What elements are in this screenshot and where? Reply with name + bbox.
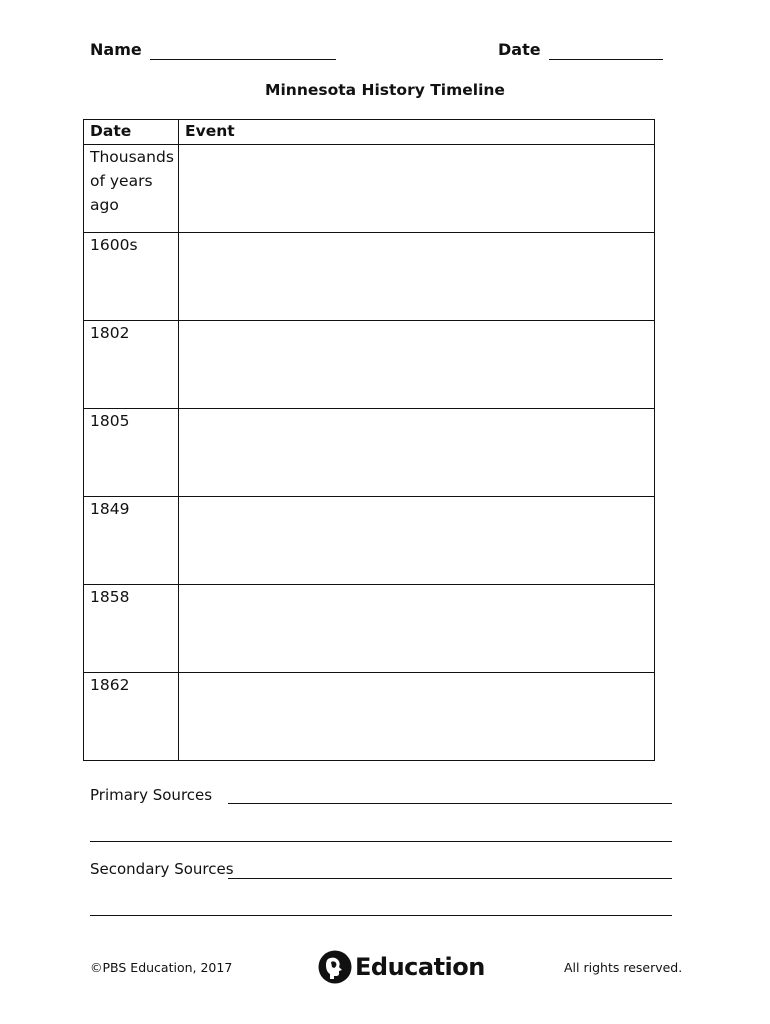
table-header-row [84,120,655,145]
date-cell: 1802 [84,321,179,409]
event-cell[interactable] [179,145,655,233]
date-blank-line[interactable] [549,40,663,60]
column-header-date: Date [84,120,179,145]
page-title: Minnesota History Timeline [265,81,505,99]
table-row [84,585,655,673]
event-cell[interactable] [179,409,655,497]
table-row [84,497,655,585]
pbs-education-logo [318,950,485,984]
table-row [84,409,655,497]
date-cell: 1600s [84,233,179,321]
column-header-event: Event [179,120,655,145]
event-cell[interactable] [179,321,655,409]
date-cell: 1805 [84,409,179,497]
name-blank-line[interactable] [150,40,336,60]
date-label: Date [498,40,541,59]
secondary-sources-line-2[interactable] [90,915,672,916]
table-row [84,145,655,233]
secondary-sources-field [90,860,234,878]
primary-sources-line-1[interactable] [228,803,672,804]
event-cell[interactable] [179,497,655,585]
table-row [84,233,655,321]
date-cell: 1858 [84,585,179,673]
logo-text: Education [355,953,485,981]
primary-sources-line-2[interactable] [90,841,672,842]
rights-text: All rights reserved. [564,960,683,975]
secondary-sources-line-1[interactable] [228,878,672,879]
timeline-table [83,119,655,761]
date-field [498,40,663,60]
name-label: Name [90,40,142,59]
event-cell[interactable] [179,673,655,761]
event-cell[interactable] [179,233,655,321]
secondary-sources-label: Secondary Sources [90,860,234,878]
event-cell[interactable] [179,585,655,673]
primary-sources-field [90,786,212,804]
date-cell: 1849 [84,497,179,585]
primary-sources-label: Primary Sources [90,786,213,804]
pbs-head-icon [318,950,352,984]
date-cell: 1862 [84,673,179,761]
copyright-text: ©PBS Education, 2017 [90,960,233,975]
table-row [84,673,655,761]
date-cell: Thousands of years ago [84,145,179,233]
name-field [90,40,336,60]
table-row [84,321,655,409]
